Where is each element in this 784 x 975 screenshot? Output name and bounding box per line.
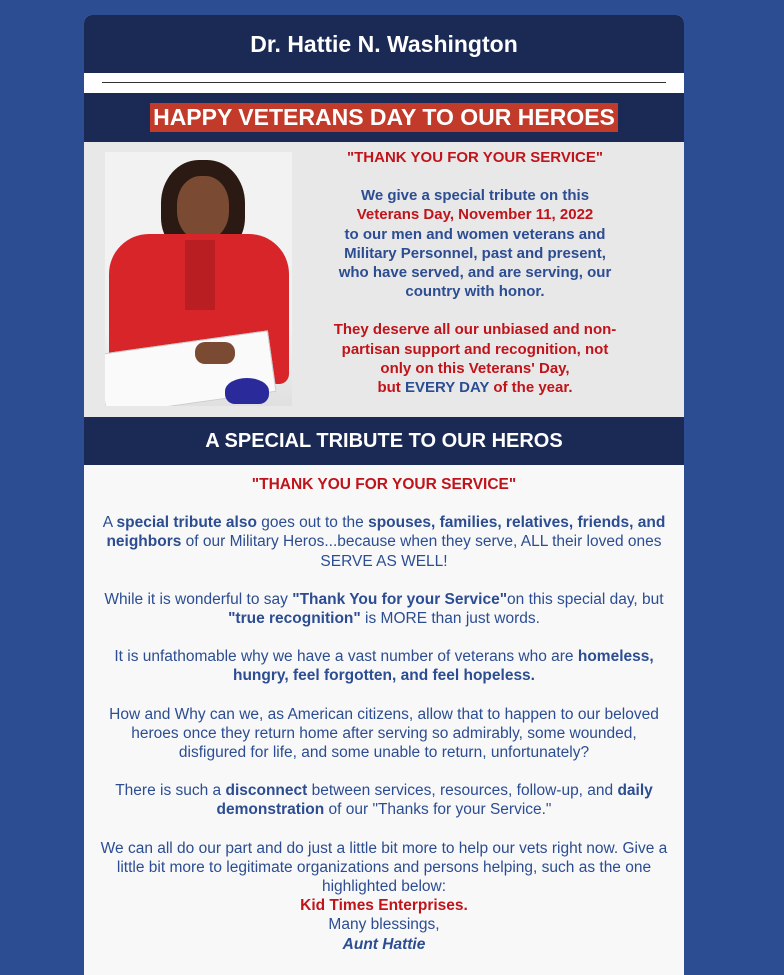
paragraph-disconnect: There is such a disconnect between services, resources, follow-up, and daily demonstration of our "Thanks for your Service.": [115, 782, 653, 819]
section-title: A SPECIAL TRIBUTE TO OUR HEROS: [205, 429, 563, 452]
author-name-title: Dr. Hattie N. Washington: [250, 30, 518, 57]
section-body: [84, 465, 684, 954]
tribute-text: [329, 148, 621, 397]
tribute-quote: "THANK YOU FOR YOUR SERVICE": [347, 149, 603, 166]
horizontal-divider: [102, 82, 666, 83]
paragraph-call-to-action: We can all do our part and do just a little bit more to help our vets right now. Give a little bit more to legitimate organizations and persons helping, such as the one highlighted below: Kid Times Enterprises. Many blessings, Aunt Hattie: [98, 839, 670, 954]
closing-text: Many blessings,: [328, 916, 440, 934]
veterans-day-date: Veterans Day, November 11, 2022: [356, 206, 594, 224]
tribute-paragraph-2: They deserve all our unbiased and non-partisan support and recognition, not only on this Veterans' Day, but EVERY DAY of the year.: [333, 321, 617, 397]
tribute-section: [84, 142, 684, 417]
paragraph-spouses: A special tribute also goes out to the spouses, families, relatives, friends, and neighbors of our Military Heros...because when they serve, ALL their loved ones SERVE AS WELL!: [102, 514, 666, 570]
banner-headline: HAPPY VETERANS DAY TO OUR HEROES: [150, 103, 618, 132]
signature: Aunt Hattie: [342, 935, 426, 953]
organization-name: Kid Times Enterprises.: [300, 897, 468, 915]
author-portrait-photo: [105, 152, 292, 406]
section-quote: "THANK YOU FOR YOUR SERVICE": [251, 476, 517, 493]
newsletter-header: [84, 15, 684, 73]
newsletter-card: [84, 15, 684, 975]
paragraph-question: How and Why can we, as American citizens, allow that to happen to our beloved heroes once they return home after serving so admirably, some wounded, disfigured for life, and some unable to return, unfortunately?: [109, 705, 659, 762]
paragraph-homeless: It is unfathomable why we have a vast number of veterans who are homeless, hungry, feel forgotten, and feel hopeless.: [114, 648, 654, 685]
divider-area: [84, 73, 684, 93]
veterans-day-banner: [84, 93, 684, 142]
section-header: [84, 417, 684, 465]
paragraph-recognition: While it is wonderful to say "Thank You for your Service"on this special day, but "true recognition" is MORE than just words.: [104, 590, 664, 628]
tribute-paragraph-1: We give a special tribute on this Veterans Day, November 11, 2022 to our men and women veterans and Military Personnel, past and present, who have served, and are serving, our country with honor.: [338, 187, 612, 301]
